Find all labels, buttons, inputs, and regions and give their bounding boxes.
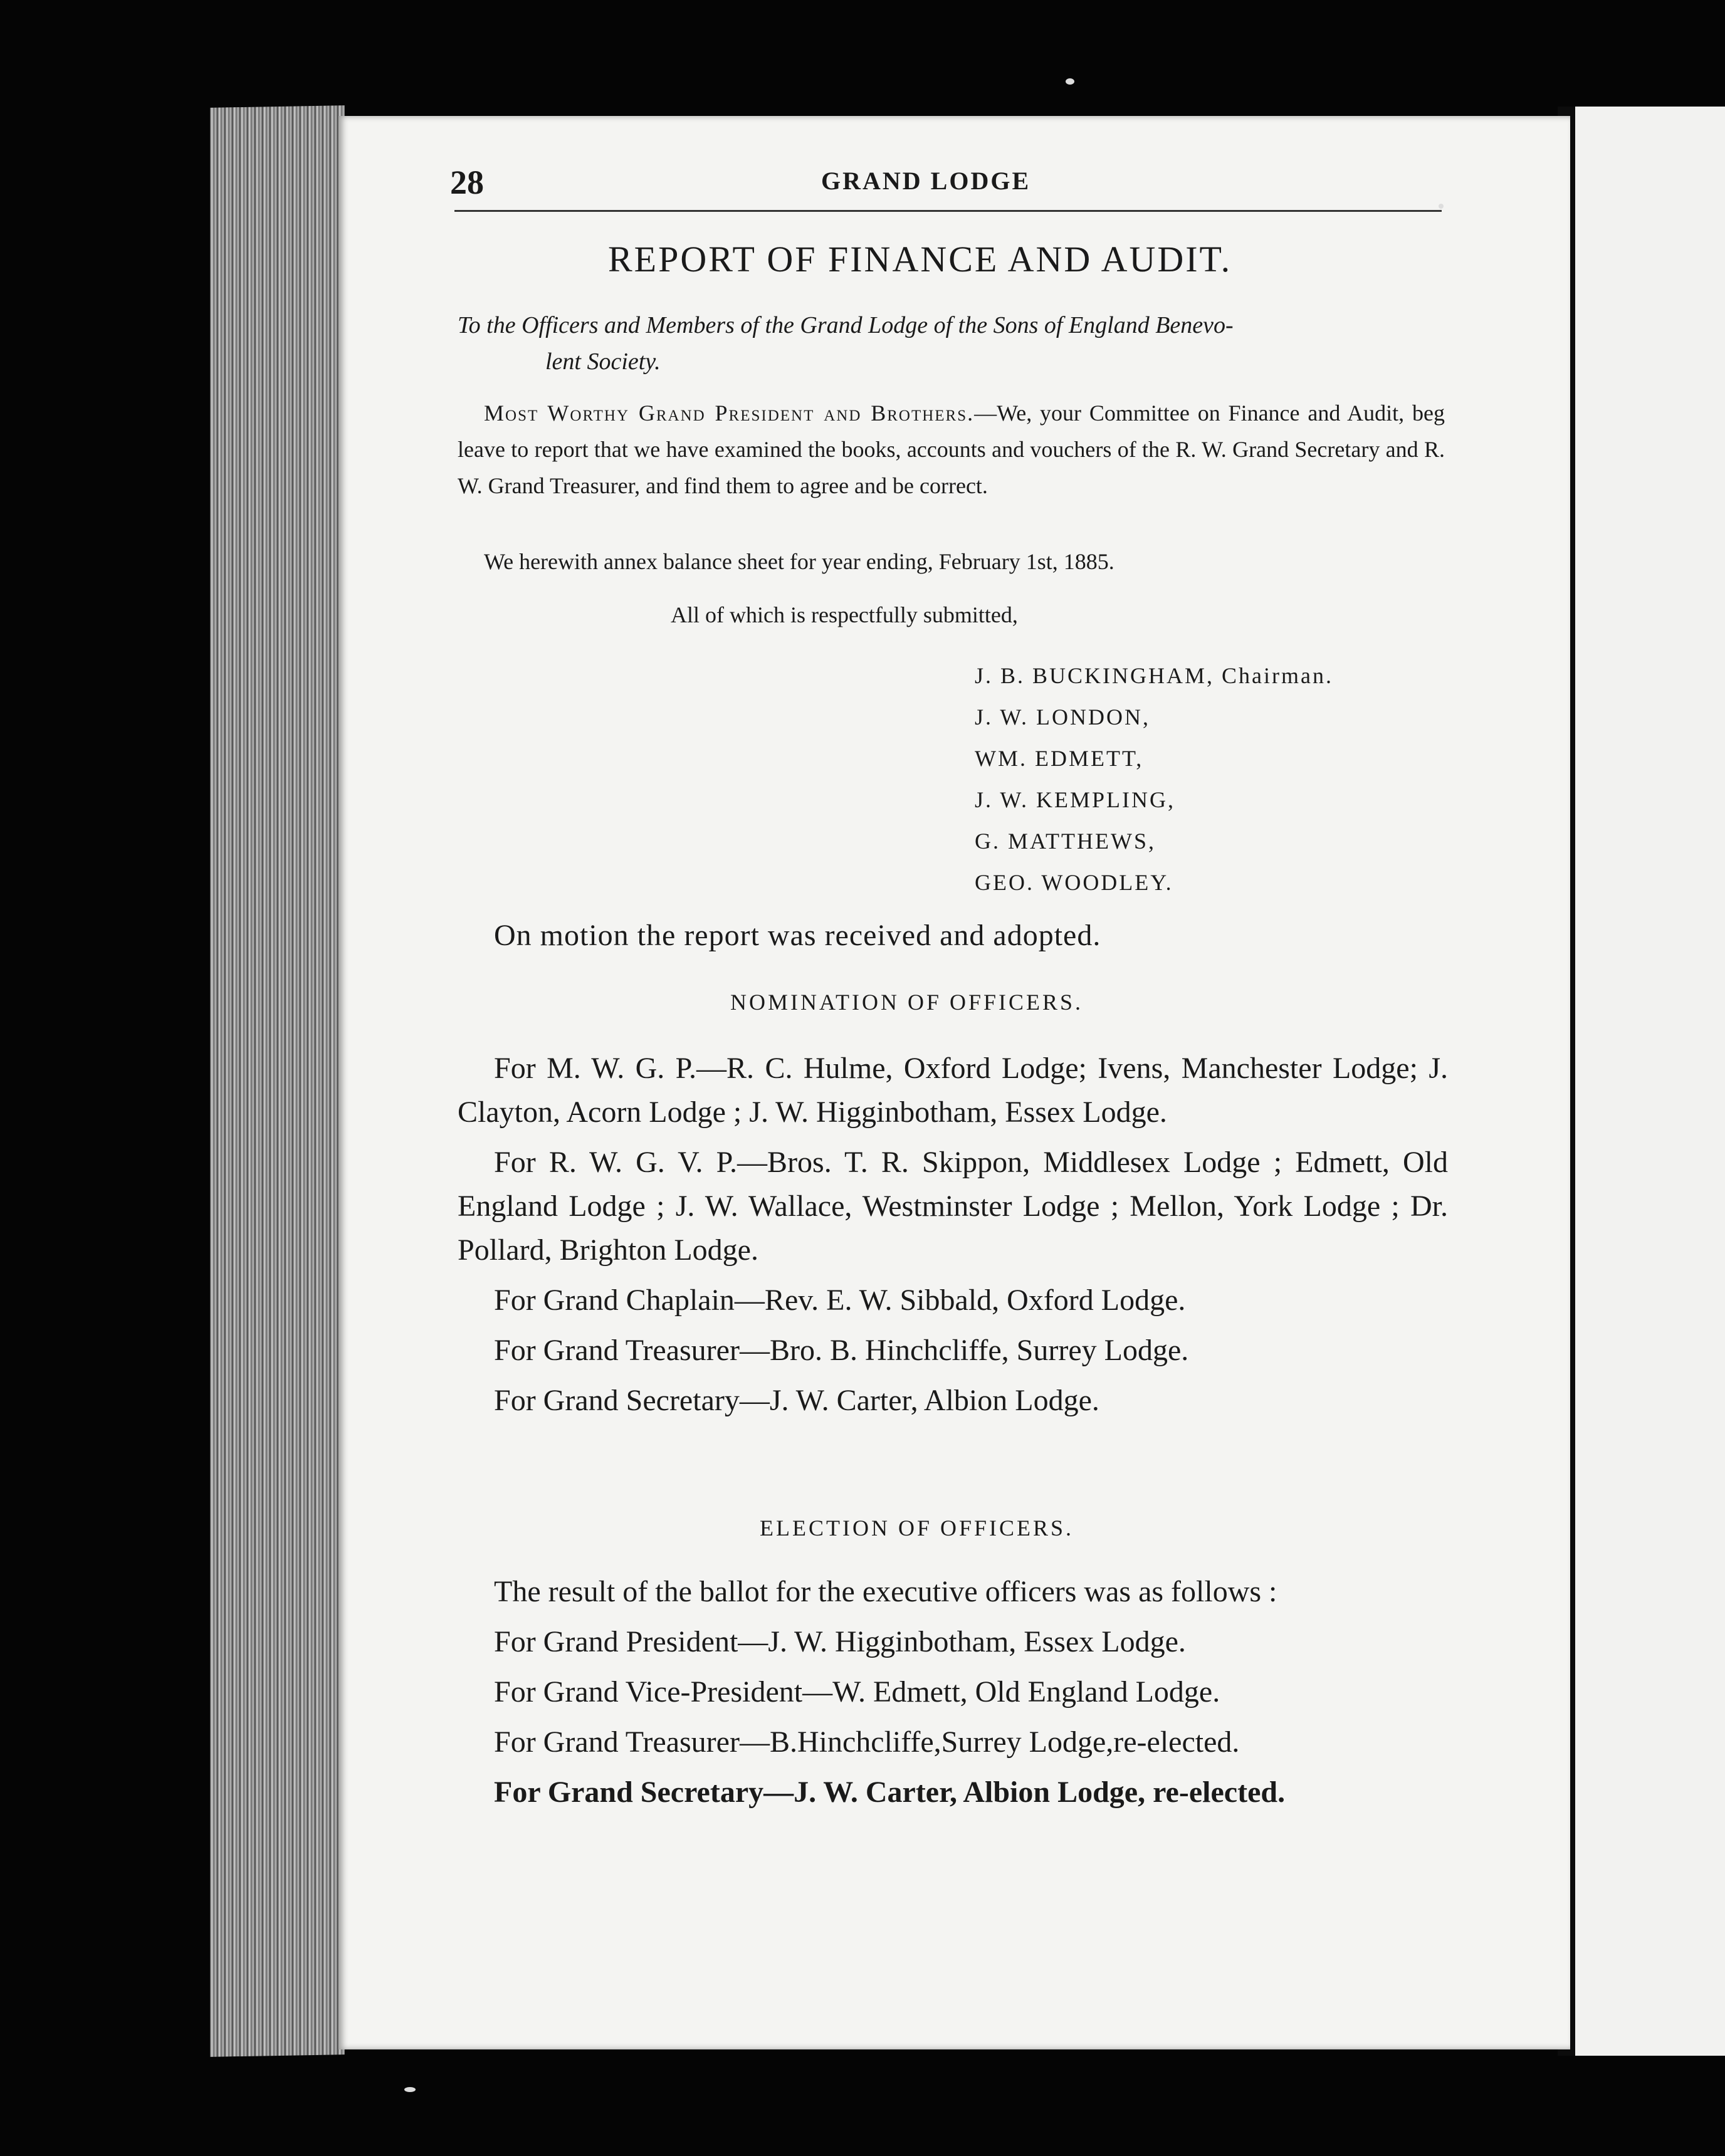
facing-page: [1575, 107, 1725, 2056]
dust-speck: [404, 2087, 416, 2092]
nomination-paragraph: For Grand Secretary—J. W. Carter, Albion Lodge.: [494, 1384, 1099, 1417]
running-title: GRAND LODGE: [821, 167, 1031, 195]
submitted-line: All of which is respectfully submitted,: [671, 602, 1018, 627]
report-address: [458, 307, 1448, 380]
election-result: For Grand Treasurer—B.Hinchcliffe,Surrey Lodge,re-elected.: [494, 1725, 1240, 1759]
page-number: 28: [450, 164, 484, 201]
election-result: For Grand President—J. W. Higginbotham, Essex Lodge.: [494, 1625, 1186, 1658]
annex-line: We herewith annex balance sheet for year ending, February 1st, 1885.: [484, 549, 1114, 574]
report-body: [458, 395, 1445, 504]
signer: J. W. LONDON,: [975, 704, 1151, 730]
nomination-heading: NOMINATION OF OFFICERS.: [730, 990, 1084, 1015]
nomination-paragraph: For Grand Chaplain—Rev. E. W. Sibbald, Oxford Lodge.: [494, 1284, 1186, 1317]
signer: J. W. KEMPLING,: [975, 787, 1176, 812]
report-title: REPORT OF FINANCE AND AUDIT.: [608, 239, 1232, 280]
election-result: For Grand Secretary—J. W. Carter, Albion Lodge, re-elected.: [494, 1776, 1286, 1809]
election-heading: ELECTION OF OFFICERS.: [760, 1515, 1074, 1541]
dust-speck: [1439, 204, 1444, 209]
book-page: [338, 116, 1570, 2049]
election-intro: The result of the ballot for the executive officers was as follows :: [494, 1575, 1277, 1608]
signer: J. B. BUCKINGHAM, Chairman.: [975, 663, 1333, 688]
header-rule: [454, 210, 1442, 212]
nomination-paragraph: For R. W. G. V. P.—Bros. T. R. Skippon, Middlesex Lodge ; Edmett, Old England Lodge ; J. W. Wallace, Westminster Lodge ; Mellon, York Lodge ; Dr. Pollard, Brighton Lodge.: [458, 1146, 1448, 1267]
nomination-list: [458, 1047, 1448, 1429]
election-list: [458, 1570, 1448, 1821]
address-line-2: lent Society.: [545, 348, 661, 375]
nomination-paragraph: For M. W. G. P.—R. C. Hulme, Oxford Lodge; Ivens, Manchester Lodge; J. Clayton, Acorn Lodge ; J. W. Higginbotham, Essex Lodge.: [458, 1052, 1448, 1129]
signer: WM. EDMETT,: [975, 746, 1144, 771]
salutation: Most Worthy Grand President and Brothers.: [484, 400, 975, 426]
nomination-paragraph: For Grand Treasurer—Bro. B. Hinchcliffe, Surrey Lodge.: [494, 1334, 1189, 1367]
signer: G. MATTHEWS,: [975, 829, 1156, 854]
election-result: For Grand Vice-President—W. Edmett, Old England Lodge.: [494, 1675, 1220, 1709]
address-line-1: To the Officers and Members of the Grand Lodge of the Sons of England Benevo-: [458, 312, 1234, 338]
signer: GEO. WOODLEY.: [975, 870, 1173, 895]
page-content: [338, 116, 1570, 2049]
report-body-text: —We, your Committee on Finance and Audit, beg leave to report that we have examined the books, accounts and vouchers of the R. W. Grand Secretary and R. W. Grand Treasurer, and find them to agree and be correct.: [458, 400, 1445, 498]
dust-speck: [1066, 78, 1074, 85]
page-edges: [210, 105, 345, 2057]
signers-list: [975, 655, 1333, 903]
motion-line: On motion the report was received and adopted.: [494, 919, 1101, 952]
